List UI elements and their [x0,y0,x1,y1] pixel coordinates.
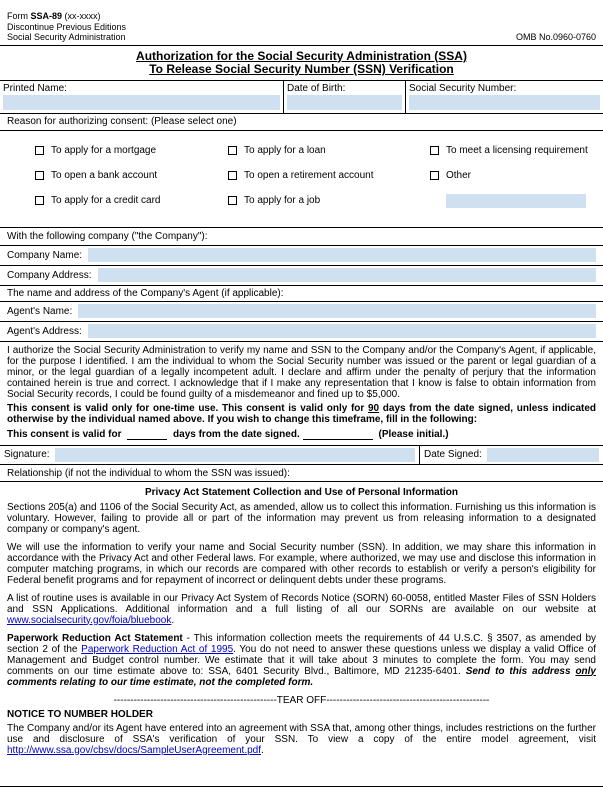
title-line-2: To Release Social Security Number (SSN) Verification [149,62,454,76]
mortgage-label: To apply for a mortgage [51,144,157,156]
privacy-paragraph-1: Sections 205(a) and 1106 of the Social Security Act, as amended, allow us to collect this information. Furnishing us this information is voluntary. However, failing to provide all or part of the information may prevent us from releasing information to a designated company or company's agent. [7,501,596,535]
bank-account-checkbox[interactable] [35,171,44,180]
sample-agreement-link[interactable]: http://www.ssa.gov/cbsv/docs/SampleUserAgreement.pdf [7,744,262,756]
printed-name-input[interactable] [3,95,280,110]
identity-section [0,81,603,114]
reason-option-job[interactable] [228,193,430,208]
fill-mid-text: days from the date signed. [173,428,300,440]
reason-column-1 [35,143,228,218]
reason-option-loan[interactable] [228,143,430,158]
notice-text: The Company and/or its Agent have entered into an agreement with SSA that, among other things, includes restrictions on the further use and disclosure of SSA's verification of your SSN. To view a copy of the entire model agreement, visit [7,722,596,745]
consent-days-value: 90 [367,402,380,414]
reason-option-mortgage[interactable] [35,143,228,158]
date-signed-label: Date Signed: [424,449,482,460]
company-address-row [0,266,603,286]
company-name-row [0,246,603,266]
send-address-only: only [575,665,596,677]
company-name-input[interactable] [88,248,596,262]
loan-checkbox[interactable] [228,146,237,155]
agent-address-label: Agent's Address: [7,325,82,337]
form-prefix: Form [7,11,31,21]
date-of-birth-cell [283,81,405,113]
date-of-birth-input[interactable] [287,95,402,110]
agent-intro: The name and address of the Company's Agent (if applicable): [0,286,603,302]
tear-off-line: -------------------------------------------------TEAR OFF------------------------------------------------- [113,694,490,706]
loan-label: To apply for a loan [244,144,326,156]
form-header [0,0,603,46]
bluebook-link[interactable]: www.socialsecurity.gov/foia/bluebook [7,614,172,626]
date-signed-input[interactable] [487,448,599,462]
signature-input[interactable] [55,448,415,462]
fill-pre-text: This consent is valid for [7,428,122,440]
agency-line: Social Security Administration [7,32,126,42]
notice-heading: NOTICE TO NUMBER HOLDER [7,708,153,720]
agent-name-row [0,302,603,322]
job-label: To apply for a job [244,194,321,206]
consent-fill-line [7,429,596,440]
paperwork-text-pre: - This information collection meets the requirements of 44 U.S.C. § 3507, as amended by section 2 of the [7,632,596,655]
ssn-label: Social Security Number: [409,82,517,94]
other-label: Other [446,169,472,181]
privacy-paragraph-3 [7,593,596,626]
relationship-label: Relationship (if not the individual to whom the SSN was issued): [0,465,603,482]
form-number: SSA-89 [30,11,63,21]
form-revision: (xx-xxxx) [62,11,101,21]
initial-input[interactable] [303,430,373,440]
printed-name-label: Printed Name: [3,82,67,94]
send-address-emphasis-post: comments relating to our time estimate, not the completed form. [7,676,314,688]
title-line-1: Authorization for the Social Security Administration (SSA) [136,48,467,63]
days-input[interactable] [127,430,167,440]
privacy-p3-period: . [171,614,175,626]
retirement-account-checkbox[interactable] [228,171,237,180]
agent-address-input[interactable] [88,324,596,338]
discontinue-line: Discontinue Previous Editions [7,21,127,32]
credit-card-label: To apply for a credit card [51,194,161,206]
privacy-paragraph-2: We will use the information to verify your name and Social Security number (SSN). In addition, we may share this information in accordance with the Privacy Act and other Federal laws. For example, where authorized, we may use and disclose this information in computer matching programs, in which our records are compared with other records to establish or verify a person's eligibility for Federal benefit programs and for repayment of incorrect or delinquent debts under these programs. [7,541,596,586]
job-checkbox[interactable] [228,196,237,205]
ssn-input[interactable] [409,95,600,110]
consent-text-post: days from the date signed, unless indicated otherwise by the individual named above. If you wish to change this timeframe, fill in the following: [7,402,597,425]
fill-post-text: (Please initial.) [378,428,449,440]
reason-option-other[interactable] [430,168,603,183]
consent-statement [7,403,596,425]
reason-option-licensing[interactable] [430,143,603,158]
reason-label: Reason for authorizing consent: (Please select one) [0,114,603,131]
authorization-paragraph: I authorize the Social Security Administration to verify my name and SSN to the Company and/or the Company's Agent, if applicable, for the purpose I identified. I am the individual to whom the Social Security number was issued or the parent or legal guardian of a minor, or the legal guardian of a legally incompetent adult. I declare and affirm under the penalty of perjury that the information contained herein is true and correct. I acknowledge that if I make any representation that I know is false to obtain information from Social Security records, I could be found guilty of a misdemeanor and fined up to $5,000. [7,344,596,400]
bank-account-label: To open a bank account [51,169,158,181]
form-number-line [7,11,126,22]
reason-column-2 [228,143,430,218]
date-of-birth-label: Date of Birth: [287,82,346,94]
printed-name-cell [0,81,283,113]
company-address-label: Company Address: [7,269,92,281]
signature-label: Signature: [4,449,50,460]
send-address-emphasis-pre: Send to this address [465,665,576,677]
licensing-checkbox[interactable] [430,146,439,155]
notice-paragraph [7,723,596,756]
consent-text-pre: This consent is valid only for one-time use. This consent is valid only for [7,402,368,414]
form-id-block [7,11,126,43]
ssn-cell [405,81,603,113]
paperwork-reduction-paragraph [7,633,596,688]
signature-cell [0,446,420,464]
other-reason-input[interactable] [446,194,586,208]
privacy-act-heading: Privacy Act Statement Collection and Use of Personal Information [144,486,459,498]
form-title [0,46,603,81]
notice-period: . [261,744,264,756]
licensing-label: To meet a licensing requirement [446,144,588,156]
company-name-label: Company Name: [7,249,83,261]
retirement-account-label: To open a retirement account [244,169,374,181]
reason-option-bank-account[interactable] [35,168,228,183]
reason-column-3 [430,143,603,218]
signature-section [0,445,603,465]
paperwork-act-link[interactable]: Paperwork Reduction Act of 1995 [81,643,234,655]
agent-address-row [0,322,603,342]
reason-options [0,131,603,228]
company-intro: With the following company ("the Company"): [0,228,603,246]
company-address-input[interactable] [98,268,597,282]
credit-card-checkbox[interactable] [35,196,44,205]
reason-option-retirement-account[interactable] [228,168,430,183]
omb-number: OMB No.0960-0760 [515,31,596,42]
reason-option-credit-card[interactable] [35,193,228,208]
paperwork-text-post: . You do not need to answer these questions unless we display a valid Office of Management and Budget control number. We estimate that it will take about 3 minutes to complete the form. You may send comments on our time estimate above to: SSA, 6401 Security Blvd., Baltimore, MD 21235-6401. [7,643,596,677]
other-checkbox[interactable] [430,171,439,180]
mortgage-checkbox[interactable] [35,146,44,155]
date-signed-cell [420,446,603,464]
paperwork-lead: Paperwork Reduction Act Statement [7,632,183,644]
agent-name-label: Agent's Name: [7,305,73,317]
agent-name-input[interactable] [78,304,596,318]
privacy-p3-text: A list of routine uses is available in our Privacy Act System of Records Notice (SORN) 60-0058, entitled Master Files of SSN Holders and SSN Applications. Additional information and a full listing of all our SORNs are available on our website at [7,592,596,615]
